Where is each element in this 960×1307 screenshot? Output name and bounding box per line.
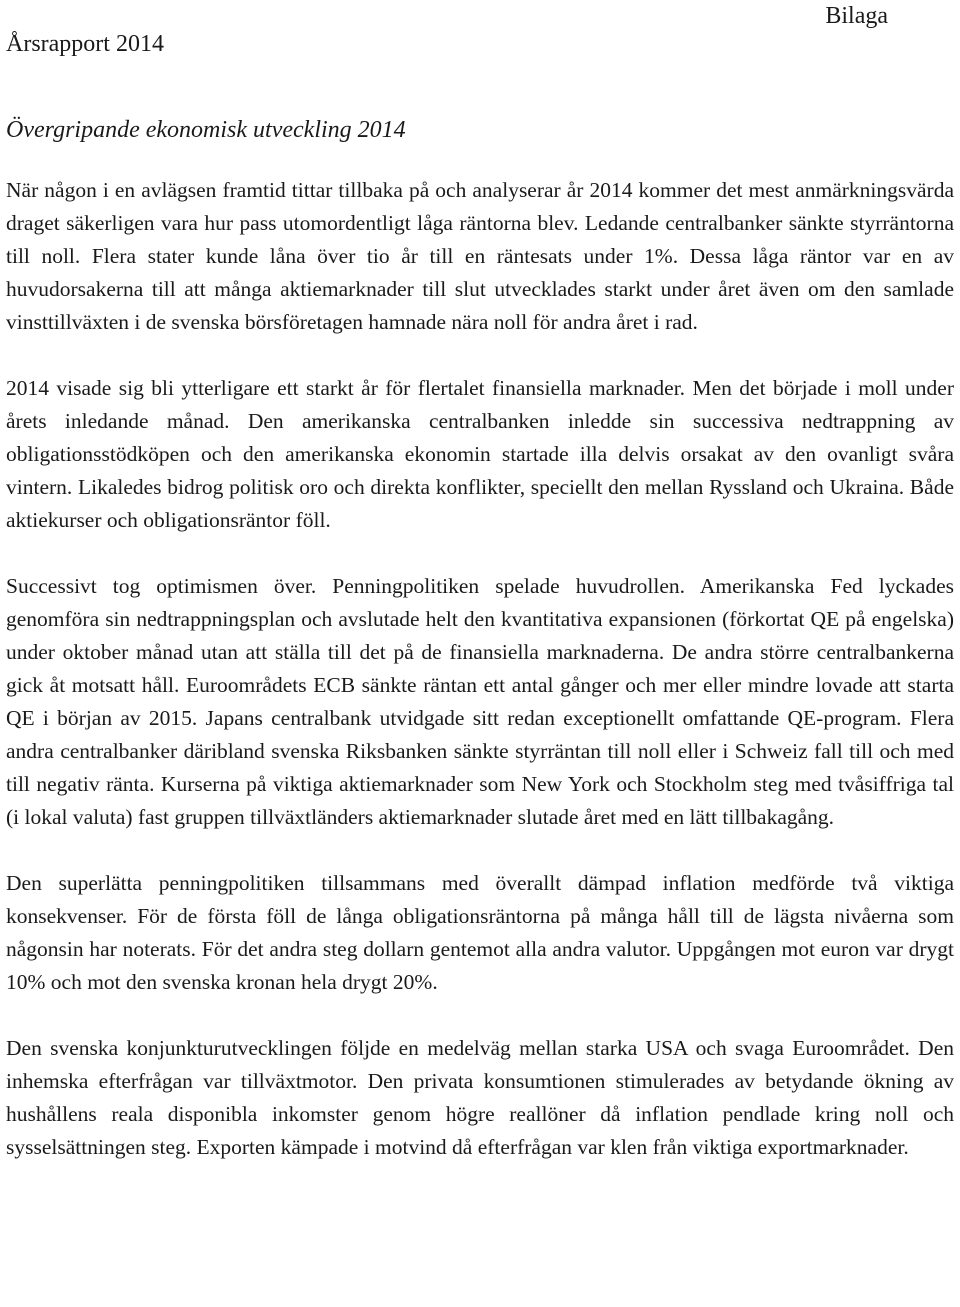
paragraph: När någon i en avlägsen framtid tittar tillbaka på och analyserar år 2014 kommer det mest anmärkningsvärda draget säkerligen vara hur pass utomordentligt låga räntorna blev. Ledande centralbanker sänkte styrräntorna till noll. Flera stater kunde låna över tio år till en räntesats under 1%. Dessa låga räntor var en av huvudorsakerna till att många aktiemarknader till slut utvecklades starkt under året även om den samlade vinsttillväxten i de svenska börsföretagen hamnade nära noll för andra året i rad. (6, 178, 954, 334)
paragraph: Den svenska konjunkturutvecklingen följde en medelväg mellan starka USA och svaga Euroområdet. Den inhemska efterfrågan var tillväxtmotor. Den privata konsumtionen stimulerades av betydande ökning av hushållens reala disponibla inkomster genom högre reallöner då inflation pendlade kring noll och sysselsättningen steg. Exporten kämpade i motvind då efterfrågan var klen från viktiga exportmarknader. (6, 1036, 954, 1159)
paragraph: Successivt tog optimismen över. Penningpolitiken spelade huvudrollen. Amerikanska Fed lyckades genomföra sin nedtrappningsplan och avslutade helt den kvantitativa expansionen (förkortat QE på engelska) under oktober månad utan att ställa till det på de finansiella marknaderna. De andra större centralbankerna gick åt motsatt håll. Euroområdets ECB sänkte räntan ett antal gånger och mer eller mindre lovade att starta QE i början av 2015. Japans centralbank utvidgade sitt redan exceptionellt omfattande QE-program. Flera andra centralbanker däribland svenska Riksbanken sänkte styrräntan till noll eller i Schweiz fall till och med till negativ ränta. Kurserna på viktiga aktiemarknader som New York och Stockholm steg med tvåsiffriga tal (i lokal valuta) fast gruppen tillväxtländers aktiemarknader slutade året med en lätt tillbakagång. (6, 574, 954, 829)
appendix-label: Bilaga (825, 3, 888, 29)
body-text (6, 174, 954, 1164)
paragraph: Den superlätta penningpolitiken tillsammans med överallt dämpad inflation medförde två viktiga konsekvenser. För de första föll de långa obligationsräntorna på många håll till de lägsta nivåerna som någonsin har noterats. För det andra steg dollarn gentemot alla andra valutor. Uppgången mot euron var drygt 10% och mot den svenska kronan hela drygt 20%. (6, 871, 954, 994)
section-title: Övergripande ekonomisk utveckling 2014 (6, 117, 406, 143)
report-title: Årsrapport 2014 (6, 31, 164, 57)
paragraph: 2014 visade sig bli ytterligare ett starkt år för flertalet finansiella marknader. Men det började i moll under årets inledande månad. Den amerikanska centralbanken inledde sin successiva nedtrappning av obligationsstödköpen och den amerikanska ekonomin startade illa delvis orsakat av den ovanligt svåra vintern. Likaledes bidrog politisk oro och direkta konflikter, speciellt den mellan Ryssland och Ukraina. Både aktiekurser och obligationsräntor föll. (6, 376, 954, 532)
